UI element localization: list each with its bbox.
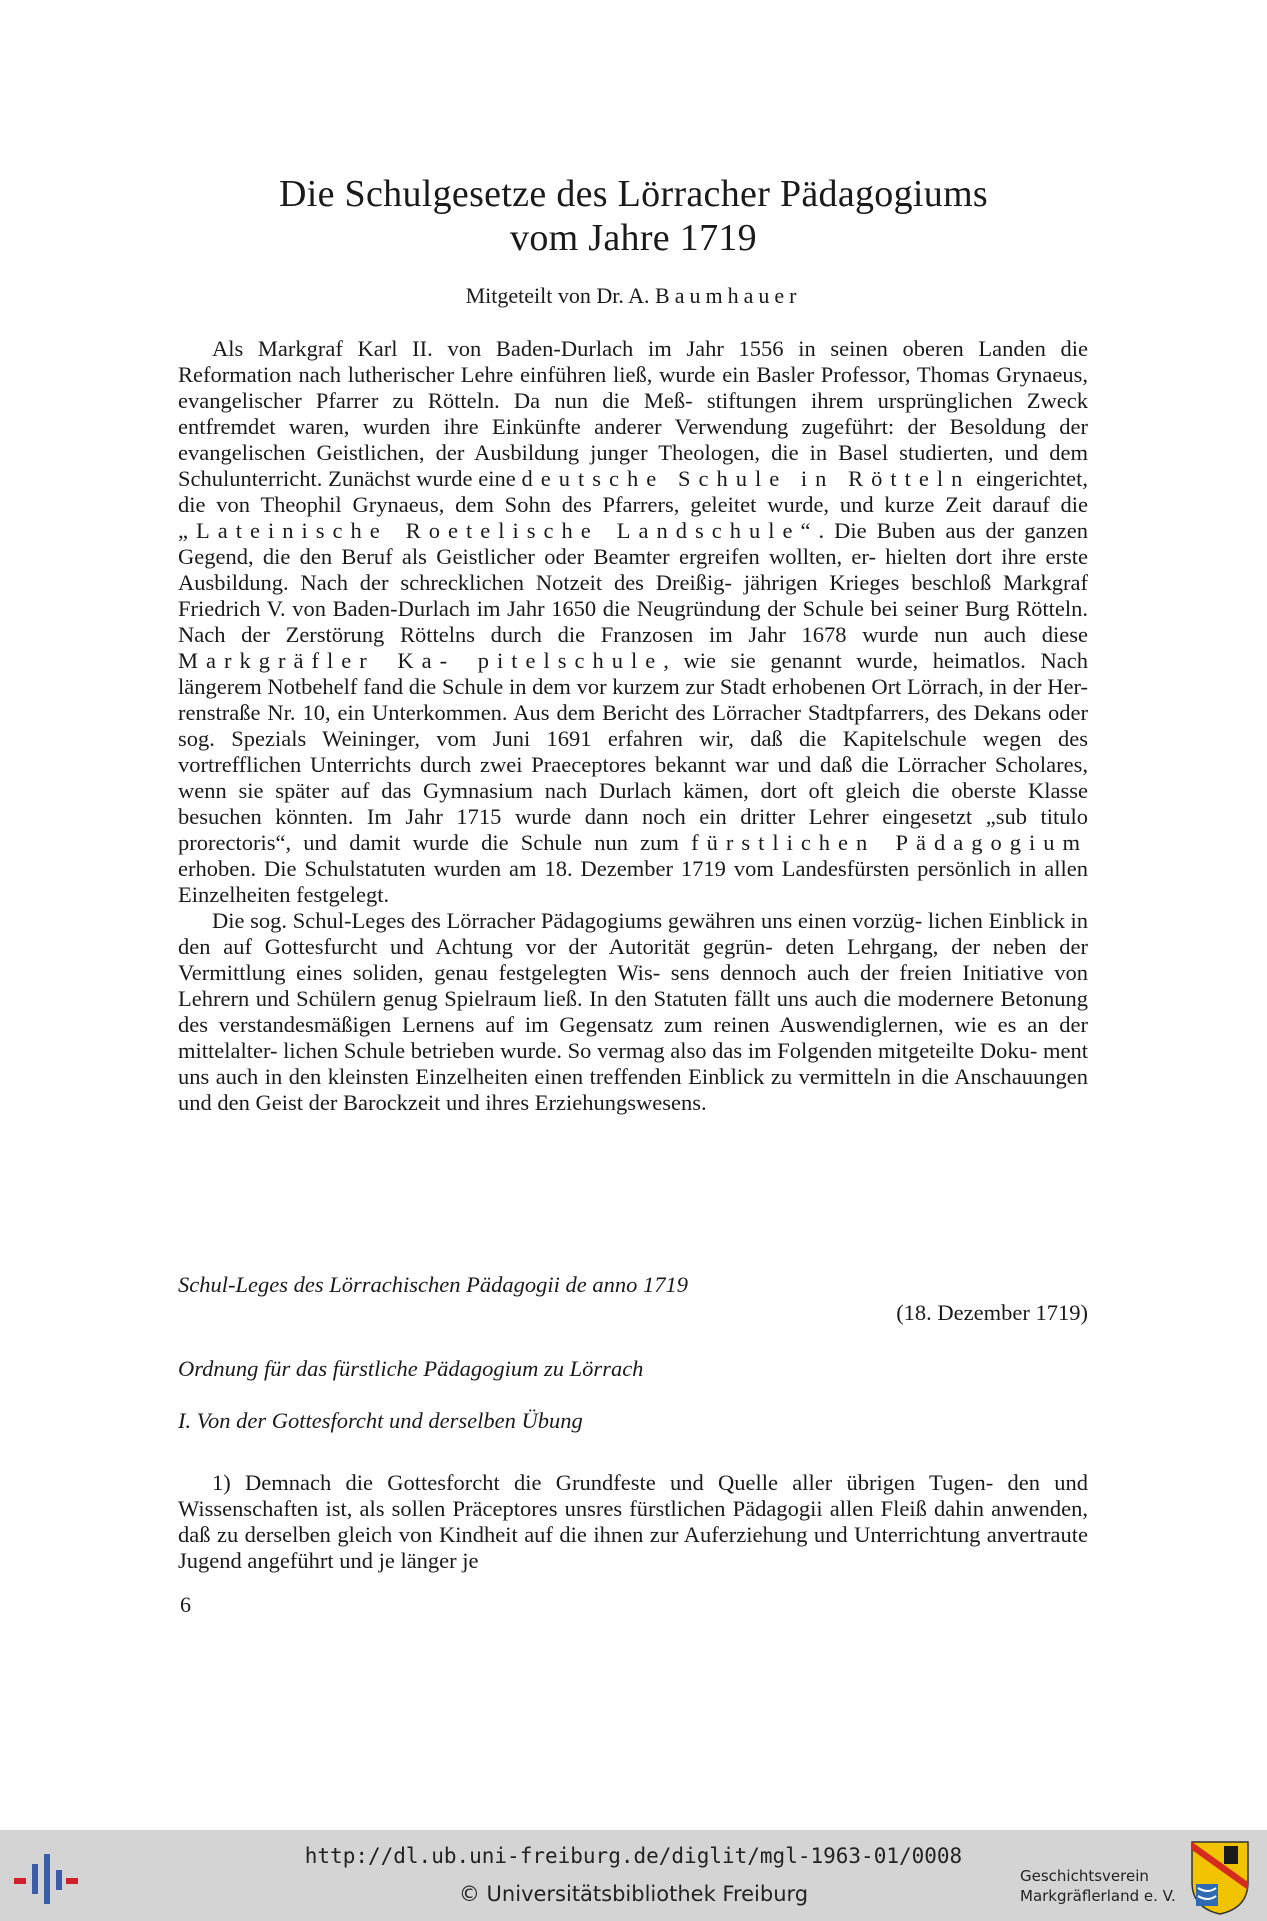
society-name bbox=[1020, 1866, 1176, 1906]
article-body bbox=[178, 336, 1088, 1116]
permalink-url[interactable]: http://dl.ub.uni-freiburg.de/diglit/mgl-1963-01/0008 bbox=[304, 1844, 963, 1868]
para1-text-g: , wie sie genannt wurde, heimatlos. Nach längerem Notbehelf fand die Schule in dem vor kurzem zur Stadt erhobenen Ort Lörrach, in der Her- renstraße Nr. 10, ein Unterkommen. Aus dem Bericht des Lörracher Stadtpfarrers, des Dekans oder sog. Spezials Weininger, vom Juni 1691 erfahren wir, daß die Kapitelschule wegen des vortrefflichen Unterrichts durch zwei Praeceptores bekannt war und daß die Lörracher Scholares, wenn sie später auf das Gymnasium nach Durlach kämen, dort oft gleich die oberste Klasse besuchen könnten. Im Jahr 1715 wurde dann noch ein dritter Lehrer eingesetzt „sub titulo prorectoris“, und damit wurde die Schule nun zum bbox=[178, 648, 1089, 855]
document-order-heading: Ordnung für das fürstliche Pädagogium zu Lörrach bbox=[178, 1356, 644, 1381]
document-title: Schul-Leges des Lörrachischen Pädagogii de anno 1719 bbox=[178, 1272, 688, 1297]
spaced-phrase-deutsche-schule: deutsche Schule in Rötteln bbox=[521, 466, 971, 491]
footer-bar bbox=[0, 1830, 1267, 1921]
author-name: Baumhauer bbox=[655, 283, 802, 308]
article-title: Die Schulgesetze des Lörracher Pädagogiums bbox=[278, 173, 989, 215]
spaced-phrase-paedagogium: fürstlichen Pädagogium bbox=[691, 830, 1088, 855]
document-paragraph-1: 1) Demnach die Gottesforcht die Grundfeste und Quelle aller übrigen Tugen- den und Wissenschaften ist, als sollen Präceptores unsres fürstlichen Pädagogii allen Fleiß dahin anwenden, daß zu derselben gleich von Kindheit auf die ihnen zur Auferziehung und Unterrichtung anvertraute Jugend angeführt und je länger je bbox=[178, 1470, 1088, 1573]
society-name-line2: Markgräflerland e. V. bbox=[1020, 1887, 1176, 1905]
para1-text-c: eingerichtet, die von Theophil Grynaeus, dem Sohn des Pfarrers, geleitet wurde, und kurze Zeit darauf die bbox=[178, 466, 1088, 517]
para1-text-e: . Die Buben aus der ganzen Gegend, die den Beruf als Geistlicher oder Beamter ergreifen wollten, er- hielten dort ihre erste Ausbildung. Nach der schrecklichen Notzeit des Dreißig- jährigen Krieges beschloß Markgraf Friedrich V. von Baden-Durlach im Jahr 1650 die Neugründung der Schule bei seiner Burg Rötteln. Nach der Zerstörung Röttelns durch die Franzosen im Jahr 1678 wurde nun auch diese bbox=[178, 518, 1088, 647]
spaced-phrase-kapitelschule: Markgräfler Ka- pitelschule bbox=[178, 648, 664, 673]
document-excerpt bbox=[178, 1272, 1088, 1574]
society-name-line1: Geschichtsverein bbox=[1020, 1867, 1149, 1885]
copyright-notice: © Universitätsbibliothek Freiburg bbox=[458, 1882, 809, 1906]
document-section-heading: I. Von der Gottesforcht und derselben Übung bbox=[178, 1408, 583, 1433]
paragraph-2: Die sog. Schul-Leges des Lörracher Pädagogiums gewähren uns einen vorzüg- lichen Einblick in den auf Gottesfurcht und Achtung vor der Autorität gegrün- deten Lehrgang, der neben der Vermittlung eines soliden, genau festgelegten Wis- sens dennoch auch der freien Initiative von Lehrern und Schülern genug Spielraum ließ. In den Statuten fällt uns auch die modernere Betonung des verstandesmäßigen Lernens auf im Gegensatz zum reinen Auswendiglernen, wie es an der mittelalter- lichen Schule betrieben wurde. So vermag also das im Folgenden mitgeteilte Doku- ment uns auch in den kleinsten Einzelheiten einen treffenden Einblick zu vermitteln in die Anschauungen und den Geist der Barockzeit und ihres Erziehungswesens. bbox=[178, 908, 1088, 1115]
paragraph-1 bbox=[178, 336, 1088, 908]
author-prefix: Mitgeteilt von Dr. A. bbox=[465, 283, 650, 308]
document-date: (18. Dezember 1719) bbox=[896, 1300, 1088, 1325]
author-line bbox=[0, 282, 1267, 310]
article-title-line2: vom Jahre 1719 bbox=[510, 217, 757, 259]
page-number: 6 bbox=[180, 1592, 191, 1617]
para1-text-a: Als Markgraf Karl II. von Baden-Durlach im Jahr 1556 in seinen oberen Landen die Reformation nach lutherischer Lehre einführen ließ, wurde ein Basler Professor, Thomas Grynaeus, evangelischer Pfarrer zu Rötteln. Da nun die Meß- stiftungen ihrem ursprünglichen Zweck entfremdet waren, wurden ihre Einkünfte anderer Verwendung zugeführt: der Besoldung der evangelischen Geistlichen, der Ausbildung junger Theologen, die in Basel studierten, und dem Schulunterricht. Zunächst wurde eine bbox=[178, 336, 1088, 491]
para1-text-i: erhoben. Die Schulstatuten wurden am 18. Dezember 1719 vom Landesfürsten persönlich in allen Einzelheiten festgelegt. bbox=[178, 856, 1088, 907]
spaced-phrase-lateinische-landschule: „Lateinische Roetelische Landschule“ bbox=[178, 518, 819, 543]
coat-of-arms-icon bbox=[1188, 1838, 1252, 1916]
